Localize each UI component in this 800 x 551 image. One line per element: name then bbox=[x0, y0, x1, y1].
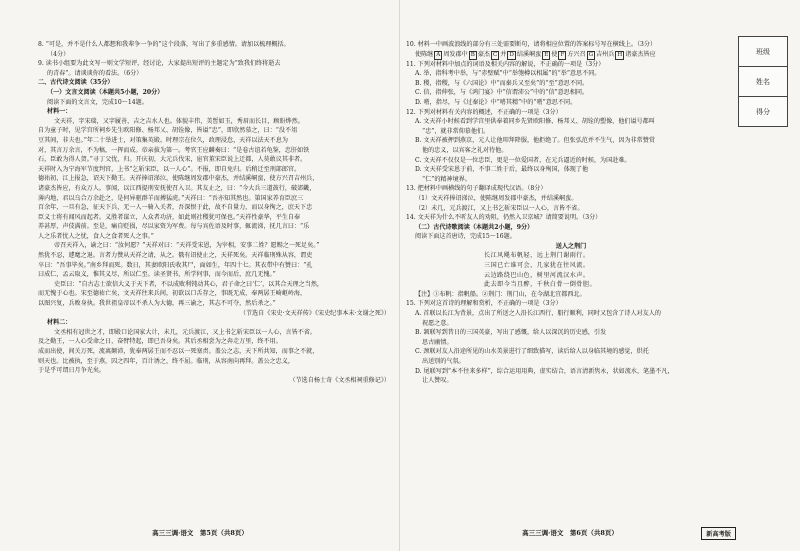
right-text-line: 出送别的气氛。 bbox=[422, 358, 465, 365]
right-text-line bbox=[406, 50, 736, 60]
left-text-line: （节选自杨士奇《文丞相祠重修记》） bbox=[289, 376, 390, 384]
left-text-line: 阅读下面的文言文，完成10～14题。 bbox=[47, 98, 148, 106]
right-text-line: 他的忠义，以宾客之礼对待他。 bbox=[422, 146, 508, 154]
left-text-line: 而无愧于心也。宋至德祐亡矣，文天祥往来兵间，初欲以口舌存之，事既无成，奉两孱王崎岖岭海， bbox=[38, 290, 307, 298]
q10-break-option: A bbox=[436, 51, 441, 58]
left-text-line: 养甚厚，声伎满前。至是，痛自贬损，尽以家资为军费。每与宾佐语及时事，辄流涕，抚几言曰：“乐 bbox=[38, 223, 310, 231]
left-text-line: 史臣曰：“自古志士欲信大义于天下者，不以成败利钝动其心，君子命之曰‘仁’，以其合天理之当然， bbox=[54, 280, 324, 288]
right-text-line: 11. 下列对材料中加点的词语及相关内容的解说，不正确的一项是（3分） bbox=[406, 60, 605, 68]
q10-text-part: 使 bbox=[551, 50, 558, 58]
left-text-line: 于是乎可谓日月争光矣。 bbox=[38, 367, 106, 375]
q10-text-part: 使陈继 bbox=[415, 50, 434, 58]
left-text-line: 百余年，一旦有急，征天下兵，无一人一骑入关者，吾深恨于此，故不自量力，而以身徇之，庶天下忠 bbox=[38, 204, 313, 212]
right-text-line: A. 文天祥小时候看到学宫里供奉着同乡先贤欧阳修、杨邦乂、胡铨的塑像，他们谥号都叫 bbox=[415, 118, 655, 126]
q10-break-option: G bbox=[588, 51, 594, 58]
left-text-line: （4分） bbox=[47, 50, 70, 58]
right-text-line: 10. 材料一中画波浪线的部分有三处需要断句，请将相应位置的答案标号写在横线上。（3分） bbox=[406, 41, 657, 48]
left-text-line: 豆其间，非夫也。”年二十举进士，对策集英殿。时理宗在位久，政理浸怠，天祥以法天不息为 bbox=[38, 136, 288, 144]
right-text-line: （2）未几，元兵渡江，又上书乞斩宋臣以一人心，言皆不省。 bbox=[415, 204, 584, 212]
left-text-line: 8. “可是，并不是什么人都想和我辈争一争的”这个段落，写出了多重感情。请加以梳理概括。 bbox=[38, 41, 290, 48]
left-text-line: 诸豪杰皆应，有众万人。事闻，以江西提刑安抚使召入卫。其友止之，曰：“今大兵三道鼓行，破郊畿， bbox=[38, 184, 316, 192]
q10-break-option: D bbox=[509, 51, 514, 58]
right-text-line: D. 嗜，指尽，与《过秦论》中“嗜其精”中的“嗜”意思不同。 bbox=[415, 98, 577, 106]
right-text-line: 祝愿之意。 bbox=[422, 319, 453, 327]
right-text-line: 三国已亡谁可会，几家犹在往风流。 bbox=[484, 262, 590, 270]
left-text-line: 的青春”。请谈谈你的看法。（6分） bbox=[47, 69, 143, 77]
left-text-line: 及之勤王，一人心受命之日，奋臂特起，即已吾身矣。其后丞相尝为之奔走万里，终不用。 bbox=[38, 338, 282, 346]
right-column-text bbox=[406, 40, 736, 386]
left-footer: 高三三调·语文 第5页（共8页） bbox=[152, 529, 248, 537]
right-text-line: 此去即今当且醉，千秋白骨一倒骨胆。 bbox=[484, 281, 597, 289]
left-text-line: 然犹不忍，遽麾之退。言者力赞从天祥之请，从之。俄有诏使止之，天祥死矣。天祥临刑殊从容，谓吏 bbox=[38, 252, 313, 260]
right-text-line: 15. 下列对这首诗的理解和赏析，不正确的一项是（3分） bbox=[406, 300, 562, 308]
score-box bbox=[738, 36, 788, 127]
left-text-line: 材料一： bbox=[47, 108, 72, 116]
right-text-line: B. 稷，指稷，与《六国论》中“而秦兵又至矣”的“至”意思不同。 bbox=[415, 79, 589, 87]
edition-badge: 新高考版 bbox=[701, 527, 736, 540]
right-text-line: C. 颈联对友人沿途所见的山水美景进行了细致描写，读后给人以身临其境的感觉，烘托 bbox=[415, 348, 649, 356]
score-box-cell: 姓名 bbox=[739, 67, 787, 97]
left-text-line: 以图兴复，兵败身执。我世祖皇帝以不杀人为大德，再三谕之，其志不可夺，然后杀之。” bbox=[38, 300, 276, 308]
q10-text-part: 豪杰 bbox=[477, 50, 491, 58]
left-text-line: 成而出使，间关万死，流离颠沛，犹奉两孱王而不忍以一死塞责。盖公之志，天下所共知，而事之不就， bbox=[38, 348, 319, 355]
right-text-line: D. 尾联写到“本不往来多样”，综合运用用典，虚实结合，语言清新隽永，状如流水，笔墨不凡， bbox=[415, 367, 674, 375]
right-text-line: A. 举，指科考中举，与“赤壁赋”中“举匏樽以相属”的“举”意思不同。 bbox=[415, 70, 601, 78]
right-text-line: B. 颔联写到昔日的三国英豪，写出了感慨，给人以深沉的历史感，引发 bbox=[415, 329, 607, 337]
right-text-line: 云边路绕巴山色，树里河流汉水声。 bbox=[484, 271, 590, 279]
q10-break-option: B bbox=[470, 51, 475, 58]
q10-text-part: 吉州兵 bbox=[596, 50, 615, 58]
right-text-line: “仁”的精神境界。 bbox=[422, 175, 471, 183]
left-text-line: 人之乐者忧人之忧，食人之食者死人之事。” bbox=[38, 232, 154, 240]
left-column-text bbox=[38, 40, 390, 385]
right-text-line: 13. 把材料中画横线的句子翻译成现代汉语。（8分） bbox=[406, 185, 547, 193]
right-text-line: “忠”，就非常仰慕他们。 bbox=[422, 127, 490, 135]
q10-break-option: F bbox=[560, 51, 565, 58]
left-text-line: 卒曰：“吾事毕矣。”南乡拜而死。数日，其妻欧阳氏收其尸，面如生，年四十七。其衣带中有赞曰：“孔 bbox=[38, 261, 313, 269]
right-text-line: C. 文天祥不仅仅是一位忠臣，更是一位爱国者，在元兵逼近的时候，为国赴难。 bbox=[415, 156, 631, 164]
left-text-line: （节选自《宋史·文天祥传》《宋史纪事本末·文谢之死》） bbox=[239, 309, 390, 317]
right-text-line: 思古幽情。 bbox=[422, 338, 453, 346]
right-text-line: 送人之荆门 bbox=[555, 242, 611, 250]
left-text-line: 材料二： bbox=[47, 319, 72, 327]
q10-text-part: 诸豪杰皆应 bbox=[625, 50, 656, 58]
q10-text-part: 方兴召 bbox=[567, 50, 586, 58]
score-box-cell: 得分 bbox=[756, 107, 770, 116]
right-text-line: 14. 文天祥为什么不听友人的劝阻，仍然入卫京城？请简要说明。（3分） bbox=[406, 214, 602, 222]
left-text-line: 帝召天祥入，谕之曰：“汝何愿？”天祥对曰：“天祥受宋恩，为宰相，安事二姓？愿赐之一死足矣。” bbox=[54, 242, 320, 250]
right-text-line: A. 首联以长江为背景，点出了所送之人沿长江西行，船行顺利，同时又包含了诗人对友人的 bbox=[415, 310, 661, 318]
left-text-line: 对，其言万余言，不为稿，一挥而成。帝亲拔为第一。考官王应麟奏曰：“是卷古谊若龟鉴，忠肝如铁 bbox=[38, 146, 310, 154]
left-text-line: 文丞相有冠世之才，即殿口论国家大计，未几，元兵渡江，又上书乞斩宋臣以一人心，言皆不省。 bbox=[54, 328, 317, 336]
right-text-line: C. 信，指伸张，与《鸿门宴》中“信谓沛公”中的“信”意思相同。 bbox=[415, 89, 589, 97]
q10-text-part: 并 bbox=[500, 50, 507, 58]
right-text-line: B. 文天祥被押到燕京，元人让他叩拜降服，他拒绝了。但张弘范并不生气，因为非常赞赏 bbox=[415, 137, 655, 145]
left-text-line: 天祥时入为宁海军节度判官，上书“乞斩宋臣，以一人心”。不报，即自免归。后稍迁至刑部郎官。 bbox=[38, 165, 301, 173]
score-box-cell: 班级 bbox=[739, 37, 787, 67]
q10-text-part: 结溪峒蛮 bbox=[516, 50, 542, 58]
left-text-line: 二、古代诗文阅读（35分） bbox=[38, 79, 114, 87]
q10-break-option: E bbox=[544, 51, 549, 58]
right-text-line: 12. 下列对材料有关内容的概述，不正确的一项是（3分） bbox=[406, 108, 562, 116]
right-text-line: 阅读下面这首唐诗，完成15～16题。 bbox=[415, 233, 516, 241]
left-text-line: 曰成仁，孟云取义，惟其义尽，所以仁至。读圣贤书，所学何事，而今而后，庶几无愧。” bbox=[38, 271, 276, 279]
right-text-line: （1）文天祥捧诏涕泣，使陈继周发郡中豪杰，并结溪峒蛮。 bbox=[415, 194, 578, 202]
left-text-line: 文天祥，字宋瑞，又字履善，吉之吉水人也。体貌丰伟，美皙如玉，秀眉而长目，顾盼烨然。 bbox=[54, 117, 304, 125]
right-text-line: 长江风飓布帆轻，远上荆门谢雨行。 bbox=[484, 252, 590, 260]
left-text-line: 自为童子时，见学宫所祠乡先生欧阳修、杨邦乂、胡铨像，皆谥“忠”，即欣然慕之，曰：“没不俎 bbox=[38, 127, 298, 135]
left-text-line: 9. 读书小组要为此文写一则文学短评，经讨论，大家提出短评的主题定为“致我们终将逝去 bbox=[38, 60, 281, 68]
right-text-line: D. 文天祥受宋恩于前，不事二姓于后，最终以身殉国，体现了他 bbox=[415, 166, 589, 174]
q10-text-part: 周发郡中 bbox=[443, 50, 468, 58]
right-text-line: 让人赞叹。 bbox=[422, 377, 453, 385]
q10-break-option: H bbox=[617, 51, 623, 58]
left-text-line: （一）文言文阅读（本题共5小题，20分） bbox=[47, 88, 164, 96]
right-text-line: 【注】①布帆：指帆船。②荆门：荆门山，在今湖北宜都西北。 bbox=[415, 290, 586, 298]
left-text-line: 石，臣敢为得人贺。”寻丁父忧，归。开庆初，大元兵伐宋，宦官董宋臣说上迁都，人莫敢议其非者。 bbox=[38, 156, 307, 164]
left-text-line: 臣义士将有闻风而起者。义胜者谋立，人众者功济，如此则社稷犹可保也。”天祥性豪华，平生自奉 bbox=[38, 213, 301, 221]
left-text-line: 则天也。比被执，至于燕，囚之四年，百计诱之，终不屈。临刑，从容南向再拜。盖公之忠义， bbox=[38, 357, 294, 365]
q10-break-option: C bbox=[493, 51, 498, 58]
right-page bbox=[400, 0, 800, 551]
left-text-line: 薄内地，君以乌合万余赴之，是何异驱群羊而搏猛虎。”天祥曰：“吾亦知其然也。第国家养育臣庶三 bbox=[38, 194, 304, 202]
right-text-line: （二）古代诗歌阅读（本题共2小题，9分） bbox=[415, 223, 534, 231]
left-text-line: 德祐初，江上报急，诏天下勤王。天祥捧诏涕泣，使陈继周发郡中豪杰，并结溪峒蛮，使方兴召吉州兵， bbox=[38, 175, 319, 183]
right-footer: 高三三调·语文 第6页（共8页） bbox=[522, 529, 618, 537]
